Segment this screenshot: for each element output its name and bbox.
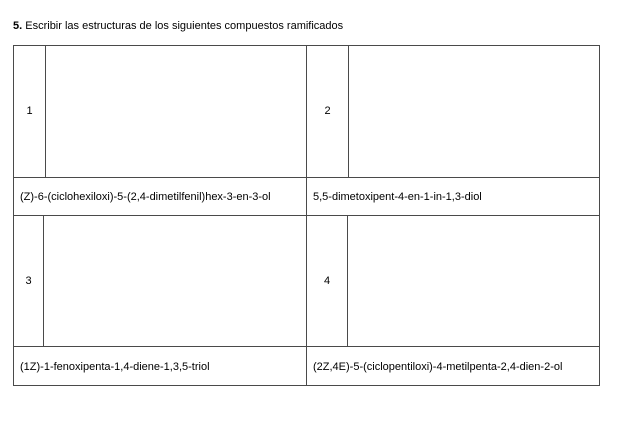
compound-name-4: (2Z,4E)-5-(ciclopentiloxi)-4-metilpenta-2,4-dien-2-ol [313, 361, 563, 373]
compound-number-3: 3 [25, 275, 32, 287]
compound-name-3: (1Z)-1-fenoxipenta-1,4-diene-1,3,5-triol [20, 361, 210, 373]
compound-number-4: 4 [323, 275, 331, 287]
structure-drawing-area-3[interactable] [44, 216, 306, 346]
structure-drawing-area-2[interactable] [349, 46, 599, 177]
exercise-instruction: Escribir las estructuras de los siguientes compuestos ramificados [25, 20, 344, 32]
compounds-table [13, 45, 600, 386]
structure-drawing-area-1[interactable] [46, 46, 306, 177]
compound-name-1: (Z)-6-(ciclohexiloxi)-5-(2,4-dimetilfenil)hex-3-en-3-ol [20, 191, 271, 203]
structure-drawing-area-4[interactable] [348, 216, 599, 346]
column-divider [306, 46, 307, 385]
exercise-number: 5. [13, 20, 23, 32]
compound-name-2: 5,5-dimetoxipent-4-en-1-in-1,3-diol [313, 191, 482, 203]
exercise-heading [13, 19, 343, 33]
compound-number-2: 2 [324, 105, 331, 117]
compound-number-1: 1 [26, 105, 33, 117]
